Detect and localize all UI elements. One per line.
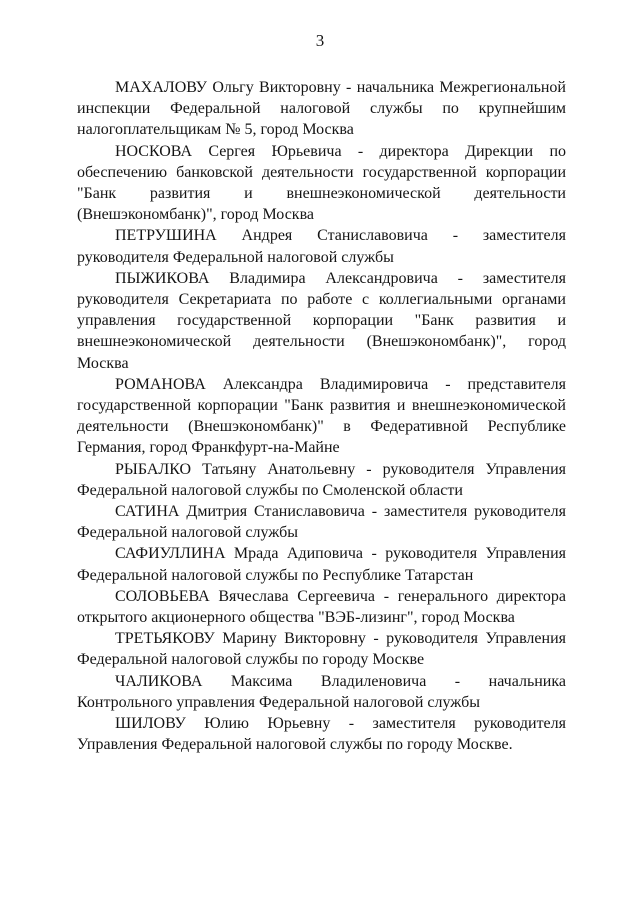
- list-item-petrushin: ПЕТРУШИНА Андрея Станиславовича - заместителя руководителя Федеральной налоговой службы: [77, 227, 566, 266]
- list-item-rybalko: РЫБАЛКО Татьяну Анатольевну - руководителя Управления Федеральной налоговой службы по Смоленской области: [77, 460, 566, 499]
- list-item-solovyev: СОЛОВЬЕВА Вячеслава Сергеевича - генерального директора открытого акционерного общества "ВЭБ-лизинг", город Москва: [77, 587, 566, 627]
- list-item-shilova: ШИЛОВУ Юлию Юрьевну - заместителя руководителя Управления Федеральной налоговой службы по городу Москве.: [77, 715, 566, 754]
- list-item-safiullin: САФИУЛЛИНА Мрада Адиповича - руководителя Управления Федеральной налоговой службы по Республике Татарстан: [77, 545, 566, 584]
- list-item-pyzhikov: ПЫЖИКОВА Владимира Александровича - заместителя руководителя Секретариата по работе с коллегиальными органами управления государственной корпорации "Банк развития и внешнеэкономической деятельности (Внешэкономбанк)", город Москва: [77, 269, 566, 372]
- page-number: 3: [315, 31, 325, 50]
- award-list: [77, 77, 566, 756]
- list-item-noskov: НОСКОВА Сергея Юрьевича - директора Дирекции по обеспечению банковской деятельности государственной корпорации "Банк развития и внешнеэкономической деятельности (Внешэкономбанк)", город Москва: [77, 142, 566, 224]
- list-item-romanov: РОМАНОВА Александра Владимировича - представителя государственной корпорации "Банк развития и внешнеэкономической деятельности (Внешэкономбанк)" в Федеративной Республике Германия, город Франкфурт-на-Майне: [77, 375, 566, 457]
- list-item-makhalova: МАХАЛОВУ Ольгу Викторовну - начальника Межрегиональной инспекции Федеральной налоговой службы по крупнейшим налогоплательщикам № 5, город Москва: [77, 79, 566, 139]
- list-item-chalikov: ЧАЛИКОВА Максима Владиленовича - начальника Контрольного управления Федеральной налоговой службы: [77, 672, 566, 711]
- list-item-satin: САТИНА Дмитрия Станиславовича - заместителя руководителя Федеральной налоговой службы: [77, 503, 566, 542]
- list-item-tretyakova: ТРЕТЬЯКОВУ Марину Викторовну - руководителя Управления Федеральной налоговой службы по городу Москве: [77, 630, 566, 669]
